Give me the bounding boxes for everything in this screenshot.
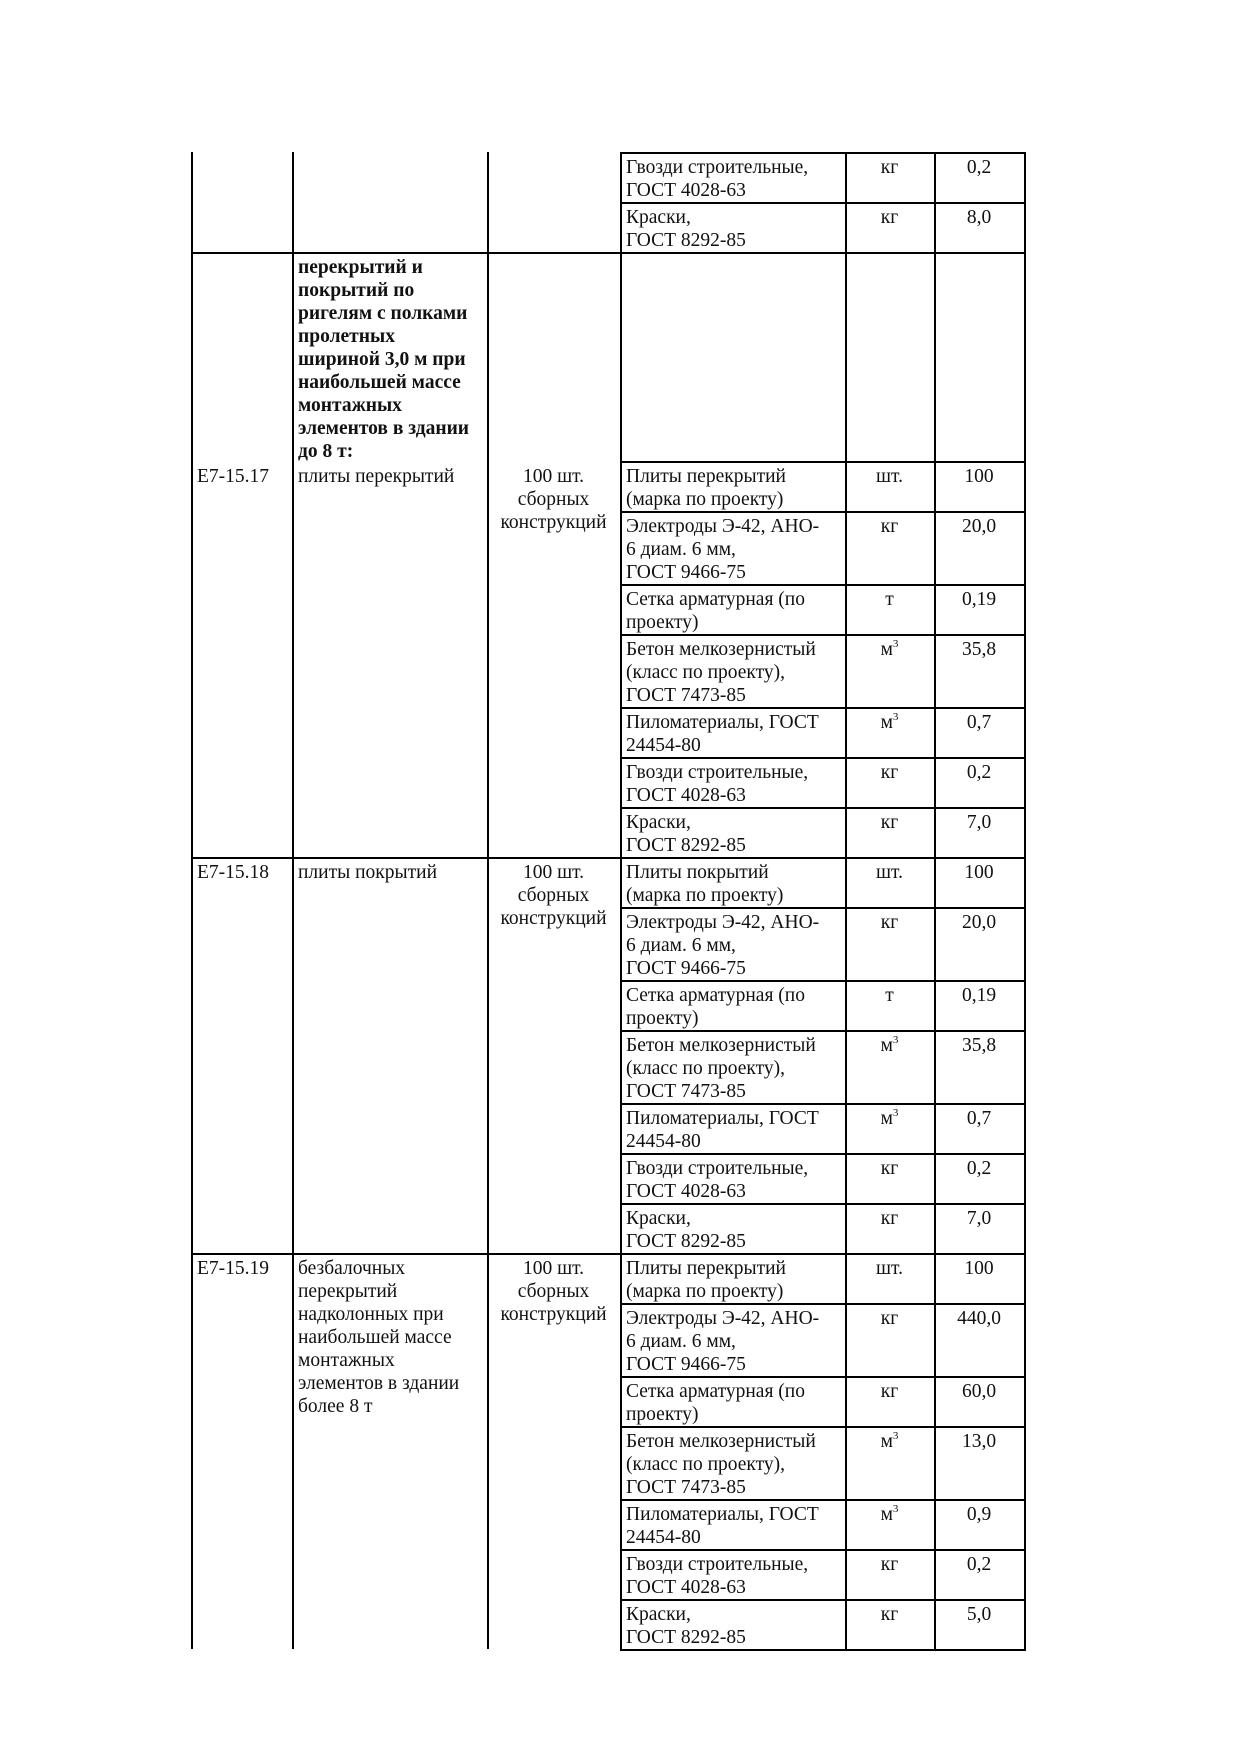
table-border [620,1549,1026,1551]
row-715.18-material-name: Краски, [626,1208,691,1229]
row-715.18-material-name: (марка по проекту) [626,885,784,906]
superscript-3: 3 [892,1503,899,1515]
row-715.17-material-unit: кг [880,516,899,537]
row-unit: сборных [517,489,590,510]
row-715.18-material-name: Бетон мелкозернистый [626,1035,816,1056]
row-715.17-material-qty: 0,19 [961,589,997,610]
row-715.18-material-unit: кг [880,912,899,933]
section-heading: наибольшей массе [298,372,461,393]
row-715.17-material-name: (класс по проекту), [626,662,786,683]
row-715.17-material-name: ГОСТ 4028-63 [626,785,746,806]
row-715.18-material-qty: 0,2 [966,1158,992,1179]
row-715.19-material-name: 24454-80 [626,1527,701,1548]
row-715.17-material-name: ГОСТ 7473-85 [626,685,746,706]
header-fragment-material-qty: 0,2 [966,157,992,178]
row-code: Е7-15.19 [197,1258,270,1279]
row-description: монтажных [298,1350,395,1371]
table-border [620,1030,1026,1032]
row-715.19-material-name: ГОСТ 9466-75 [626,1354,746,1375]
row-715.19-material-name: Пиломатериалы, ГОСТ [626,1504,819,1525]
row-unit: конструкций [500,512,607,533]
row-715.19-material-name: проекту) [626,1404,699,1425]
row-715.19-material-qty: 13,0 [961,1431,997,1452]
table-border [191,857,1026,859]
row-715.17-material-name: проекту) [626,612,699,633]
table-border [620,1599,1026,1601]
table-border [620,1153,1026,1155]
table-border [620,907,1026,909]
table-border [620,511,1026,513]
row-715.18-material-unit: кг [880,1208,899,1229]
table-border [620,634,1026,636]
table-border [620,461,1026,463]
row-715.17-material-unit: кг [880,812,899,833]
table-border [487,152,489,1649]
row-description: наибольшей массе [298,1327,452,1348]
row-715.17-material-name: Бетон мелкозернистый [626,639,816,660]
row-715.18-material-name: ГОСТ 4028-63 [626,1181,746,1202]
header-fragment-material-name: ГОСТ 8292-85 [626,230,746,251]
row-715.17-material-qty: 100 [964,466,994,487]
table-border [191,252,1026,254]
row-715.19-material-name: Краски, [626,1604,691,1625]
row-715.18-material-name: Пиломатериалы, ГОСТ [626,1108,819,1129]
row-715.19-material-unit: кг [880,1604,899,1625]
row-715.18-material-name: Гвозди строительные, [626,1158,809,1179]
row-715.19-material-name: (марка по проекту) [626,1281,784,1302]
row-715.18-material-name: Плиты покрытий [626,862,769,883]
row-unit: 100 шт. [522,466,585,487]
superscript-3: 3 [892,638,899,650]
row-715.19-material-unit: кг [880,1308,899,1329]
section-heading: ригелям с полками [298,303,468,324]
row-715.19-material-name: Гвозди строительные, [626,1554,809,1575]
table-border [191,1253,1026,1255]
table-border [620,202,1026,204]
header-fragment-material-unit: кг [880,207,899,228]
row-715.17-material-unit: $м^3$ [880,638,899,660]
row-715.18-material-qty: 100 [964,862,994,883]
row-715.18-material-name: Электроды Э-42, АНО- [626,912,820,933]
row-715.18-material-unit: шт. [876,862,903,883]
row-715.19-material-name: ГОСТ 4028-63 [626,1577,746,1598]
row-description: элементов в здании [298,1373,460,1394]
section-heading: пролетных [298,326,395,347]
row-715.17-material-name: Гвозди строительные, [626,762,809,783]
section-heading: до 8 т: [298,441,354,462]
row-715.18-material-qty: 20,0 [961,912,997,933]
row-715.19-material-name: ГОСТ 8292-85 [626,1627,746,1648]
header-fragment-material-unit: кг [880,157,899,178]
row-715.19-material-qty: 100 [964,1258,994,1279]
superscript-3: 3 [892,711,899,723]
row-715.17-material-name: ГОСТ 8292-85 [626,835,746,856]
row-description: плиты перекрытий [298,466,455,487]
row-unit: сборных [517,1281,590,1302]
table-border [620,152,622,1651]
section-heading: шириной 3,0 м при [298,349,466,370]
table-border [620,757,1026,759]
row-715.17-material-name: Краски, [626,812,691,833]
table-border [620,584,1026,586]
row-unit: 100 шт. [522,1258,585,1279]
row-715.18-material-qty: 7,0 [966,1208,992,1229]
row-715.19-material-qty: 5,0 [966,1604,992,1625]
row-715.18-material-name: проекту) [626,1008,699,1029]
row-715.19-material-name: Сетка арматурная (по [626,1381,805,1402]
row-715.19-material-qty: 0,2 [966,1554,992,1575]
row-715.18-material-unit: кг [880,1158,899,1179]
row-715.17-material-unit: шт. [876,466,903,487]
row-715.18-material-name: (класс по проекту), [626,1058,786,1079]
row-description: перекрытий [298,1281,398,1302]
row-715.17-material-qty: 0,7 [966,712,992,733]
row-715.19-material-name: Плиты перекрытий [626,1258,786,1279]
header-fragment-material-name: Краски, [626,207,691,228]
row-unit: конструкций [500,1304,607,1325]
row-715.19-material-unit: кг [880,1554,899,1575]
row-unit: сборных [517,885,590,906]
section-heading: покрытий по [298,280,415,301]
row-715.17-material-qty: 35,8 [961,639,997,660]
row-715.17-material-name: 24454-80 [626,735,701,756]
row-715.18-material-qty: 0,7 [966,1108,992,1129]
row-description: более 8 т [298,1396,373,1417]
row-unit: конструкций [500,908,607,929]
row-715.17-material-name: ГОСТ 9466-75 [626,562,746,583]
header-fragment-material-name: Гвозди строительные, [626,157,809,178]
row-715.18-material-name: ГОСТ 7473-85 [626,1081,746,1102]
table-border [620,1103,1026,1105]
row-715.18-material-qty: 35,8 [961,1035,997,1056]
table-border [620,1303,1026,1305]
row-code: Е7-15.18 [197,862,270,883]
row-715.18-material-name: Сетка арматурная (по [626,985,805,1006]
row-715.17-material-name: Сетка арматурная (по [626,589,805,610]
table-border [1024,152,1026,1651]
superscript-3: 3 [892,1107,899,1119]
row-715.18-material-unit: $м^3$ [880,1034,899,1056]
table-border [620,807,1026,809]
row-715.19-material-unit: $м^3$ [880,1430,899,1452]
header-fragment-material-name: ГОСТ 4028-63 [626,180,746,201]
row-code: Е7-15.17 [197,466,270,487]
row-715.18-material-unit: т [885,985,894,1006]
row-description: плиты покрытий [298,862,438,883]
section-heading: перекрытий и [298,257,423,278]
table-border [620,1426,1026,1428]
row-715.19-material-unit: $м^3$ [880,1503,899,1525]
section-heading: элементов в здании [298,418,470,439]
row-715.18-material-name: ГОСТ 9466-75 [626,958,746,979]
row-715.17-material-name: Электроды Э-42, АНО- [626,516,820,537]
row-715.17-material-name: 6 диам. 6 мм, [626,539,736,560]
row-715.19-material-qty: 0,9 [966,1504,992,1525]
table-border [620,980,1026,982]
row-715.17-material-qty: 0,2 [966,762,992,783]
table-border [292,152,294,1649]
section-heading: монтажных [298,395,402,416]
superscript-3: 3 [892,1034,899,1046]
row-715.17-material-name: Пиломатериалы, ГОСТ [626,712,819,733]
table-border [191,152,193,1649]
row-715.18-material-name: 24454-80 [626,1131,701,1152]
table-border [620,152,1026,154]
row-715.17-material-name: (марка по проекту) [626,489,784,510]
row-715.19-material-unit: кг [880,1381,899,1402]
row-715.18-material-qty: 0,19 [961,985,997,1006]
row-715.19-material-unit: шт. [876,1258,903,1279]
row-715.19-material-name: (класс по проекту), [626,1454,786,1475]
row-715.17-material-unit: кг [880,762,899,783]
row-715.17-material-name: Плиты перекрытий [626,466,786,487]
row-description: безбалочных [298,1258,406,1279]
row-715.18-material-name: ГОСТ 8292-85 [626,1231,746,1252]
row-715.17-material-unit: $м^3$ [880,711,899,733]
row-715.19-material-name: Электроды Э-42, АНО- [626,1308,820,1329]
table-border [934,152,936,1651]
superscript-3: 3 [892,1430,899,1442]
table-border [620,1499,1026,1501]
row-715.19-material-name: Бетон мелкозернистый [626,1431,816,1452]
row-unit: 100 шт. [522,862,585,883]
row-715.17-material-qty: 20,0 [961,516,997,537]
row-description: надколонных при [298,1304,444,1325]
row-715.17-material-unit: т [885,589,894,610]
row-715.18-material-unit: $м^3$ [880,1107,899,1129]
row-715.19-material-qty: 60,0 [961,1381,997,1402]
table-border [845,152,847,1651]
row-715.17-material-qty: 7,0 [966,812,992,833]
table-border [620,707,1026,709]
row-715.19-material-qty: 440,0 [957,1308,1001,1329]
table-border [620,1649,1026,1651]
row-715.19-material-name: 6 диам. 6 мм, [626,1331,736,1352]
row-715.19-material-name: ГОСТ 7473-85 [626,1477,746,1498]
table-border [620,1203,1026,1205]
row-715.18-material-name: 6 диам. 6 мм, [626,935,736,956]
header-fragment-material-qty: 8,0 [966,207,992,228]
table-border [620,1376,1026,1378]
